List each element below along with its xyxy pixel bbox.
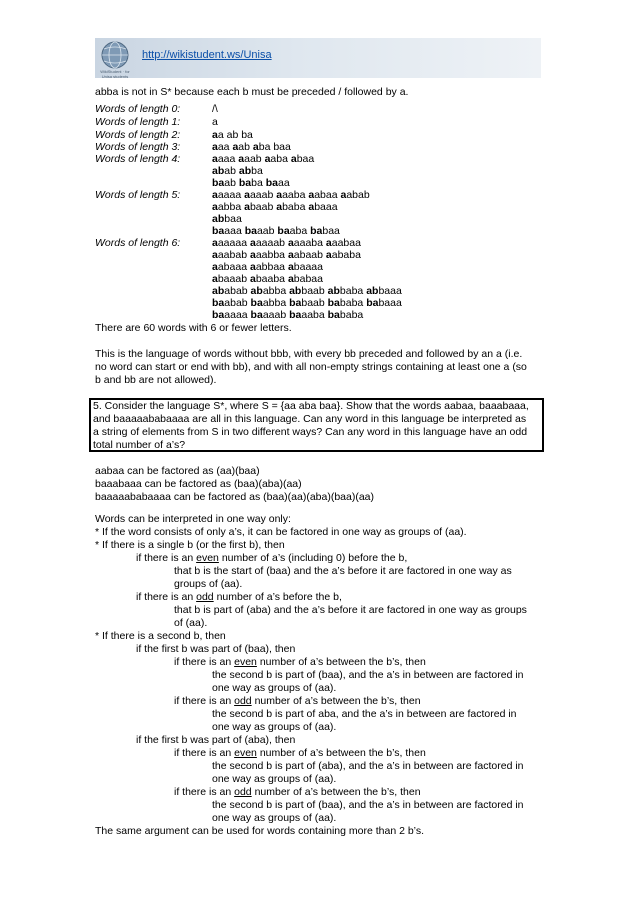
len4-words-row2: abab abba xyxy=(212,165,263,177)
explain-line13: the second b is part of (baa), and the a’s in between are factored in xyxy=(212,669,524,681)
explain-line18: if the first b was part of (aba), then xyxy=(136,734,296,746)
question-line1: 5. Consider the language S*, where S = {aa aba baa}. Show that the words aabaa, baaabaaa, xyxy=(93,400,529,412)
explain-line03: * If there is a single b (or the first b), then xyxy=(95,539,285,551)
explain-line14: one way as groups of (aa). xyxy=(212,682,337,694)
explain-line20: the second b is part of (aba), and the a’s in between are factored in xyxy=(212,760,524,772)
language-para-line2: no word can start or end with bb), and with all non-empty strings containing at least one a (so xyxy=(95,361,527,373)
explain-line05: that b is the start of (baa) and the a’s before it are factored in one way as xyxy=(174,565,512,577)
explain-line06: groups of (aa). xyxy=(174,578,243,590)
explain-line01: Words can be interpreted in one way only: xyxy=(95,513,291,525)
len6-words-row2: aaabab aaabba aabaab aababa xyxy=(212,249,361,261)
len6-label: Words of length 6: xyxy=(95,237,181,249)
len4-words-row1: aaaa aaab aaba abaa xyxy=(212,153,315,165)
globe-logo-icon xyxy=(98,40,132,70)
explain-line23: the second b is part of (baa), and the a’s in between are factored in xyxy=(212,799,524,811)
explain-line02: * If the word consists of only a’s, it can be factored in one way as groups of (aa). xyxy=(95,526,467,538)
len3-words: aaa aab aba baa xyxy=(212,141,291,153)
len1-label: Words of length 1: xyxy=(95,116,181,128)
factor-line3: baaaaababaaaa can be factored as (baa)(aa)(aba)(baa)(aa) xyxy=(95,491,375,503)
len6-words-row7: baaaaa baaaab baaaba bababa xyxy=(212,309,364,321)
len6-words-row1: aaaaaa aaaaab aaaaba aaabaa xyxy=(212,237,361,249)
explain-line22: if there is an odd number of a’s between the b’s, then xyxy=(174,786,421,798)
len6-words-row6: baabab baabba babaab bababa babaaa xyxy=(212,297,402,309)
len2-label: Words of length 2: xyxy=(95,129,181,141)
len0-label: Words of length 0: xyxy=(95,103,181,115)
len5-words-row4: baaaa baaab baaba babaa xyxy=(212,225,340,237)
intro-text: abba is not in S* because each b must be preceded / followed by a. xyxy=(95,86,409,98)
explain-line21: one way as groups of (aa). xyxy=(212,773,337,785)
len2-words: aa ab ba xyxy=(212,129,253,141)
explain-line24: one way as groups of (aa). xyxy=(212,812,337,824)
question-line2: and baaaaababaaaa are all in this language. Can any word in this language be interpreted as xyxy=(93,413,527,425)
len6-words-row4: abaaab abaaba ababaa xyxy=(212,273,323,285)
len4-label: Words of length 4: xyxy=(95,153,181,165)
explain-line17: one way as groups of (aa). xyxy=(212,721,337,733)
len4-words-row3: baab baba baaa xyxy=(212,177,290,189)
page-header xyxy=(95,38,541,78)
len3-label: Words of length 3: xyxy=(95,141,181,153)
factor-line1: aabaa can be factored as (aa)(baa) xyxy=(95,465,260,477)
explain-line19: if there is an even number of a’s between the b’s, then xyxy=(174,747,426,759)
explain-line11: if the first b was part of (baa), then xyxy=(136,643,296,655)
len0-words: /\ xyxy=(212,103,218,115)
len5-words-row1: aaaaa aaaab aaaba aabaa aabab xyxy=(212,189,370,201)
explain-line16: the second b is part of aba, and the a’s in between are factored in xyxy=(212,708,517,720)
question-line3: a string of elements from S in two different ways? Can any word in this language have an odd xyxy=(93,426,528,438)
question-line4: total number of a’s? xyxy=(93,439,186,451)
explain-line09: of (aa). xyxy=(174,617,208,629)
logo-text: WikiStudent · for Unisa students xyxy=(100,69,130,79)
explain-line15: if there is an odd number of a’s between the b’s, then xyxy=(174,695,421,707)
explain-line07: if there is an odd number of a’s before the b, xyxy=(136,591,342,603)
explain-line08: that b is part of (aba) and the a’s before it are factored in one way as groups xyxy=(174,604,527,616)
explain-line25: The same argument can be used for words containing more than 2 b’s. xyxy=(95,825,424,837)
language-para-line1: This is the language of words without bbb, with every bb preceded and followed by an a (i.e. xyxy=(95,348,523,360)
len1-words: a xyxy=(212,116,218,128)
explain-line04: if there is an even number of a’s (including 0) before the b, xyxy=(136,552,408,564)
site-link[interactable]: http://wikistudent.ws/Unisa xyxy=(142,49,272,61)
explain-line10: * If there is a second b, then xyxy=(95,630,226,642)
explain-line12: if there is an even number of a’s between the b’s, then xyxy=(174,656,426,668)
len5-words-row2: aabba abaab ababa abaaa xyxy=(212,201,338,213)
len5-words-row3: abbaa xyxy=(212,213,242,225)
language-para-line3: b and bb are not allowed). xyxy=(95,374,217,386)
len6-words-row5: ababab ababba abbaab abbaba abbaaa xyxy=(212,285,402,297)
factor-line2: baaabaaa can be factored as (baa)(aba)(aa) xyxy=(95,478,302,490)
len6-words-row3: aabaaa aabbaa abaaaa xyxy=(212,261,323,273)
len5-label: Words of length 5: xyxy=(95,189,181,201)
total-words-text: There are 60 words with 6 or fewer letters. xyxy=(95,322,292,334)
